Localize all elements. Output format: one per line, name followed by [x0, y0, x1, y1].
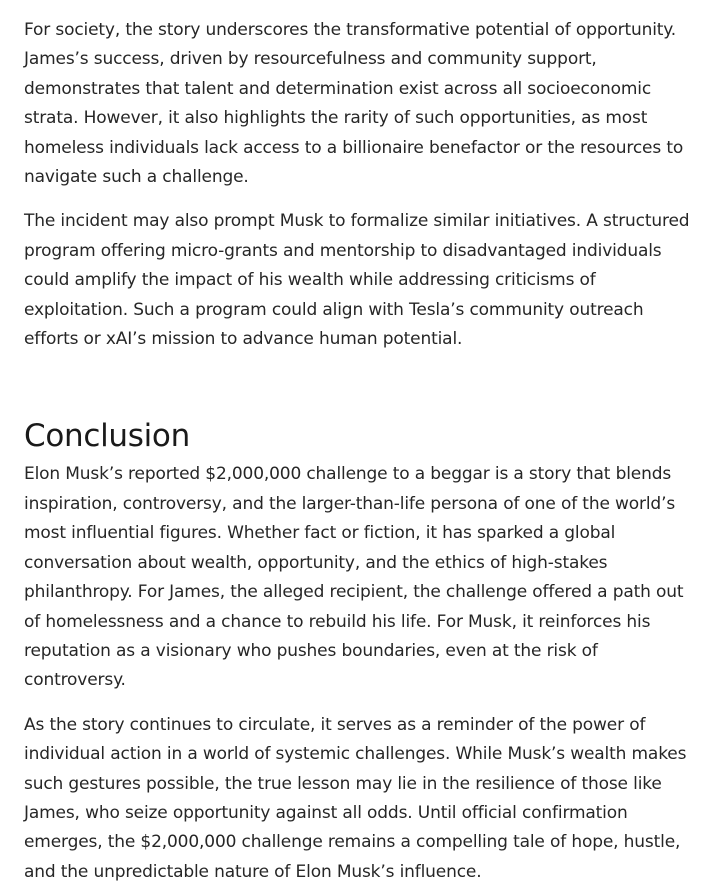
paragraph-conclusion-summary: Elon Musk’s reported $2,000,000 challenge to a beggar is a story that blends inspiration, controversy, and the larger-than-life persona of one of the world’s most influential figures. Whether fact or fiction, it has sparked a global conversation about wealth, opportunity, and the ethics of high-stakes philanthropy. For James, the alleged recipient, the challenge offered a path out of homelessness and a chance to rebuild his life. For Musk, it reinforces his reputation as a visionary who pushes boundaries, even at the risk of controversy. — [24, 464, 684, 691]
paragraph-society-impact: For society, the story underscores the transformative potential of opportunity. James’s success, driven by resourcefulness and community support, demonstrates that talent and determination exist across all socioeconomic strata. However, it also highlights the rarity of such opportunities, as most homeless individuals lack access to a billionaire benefactor or the resources to navigate such a challenge. — [24, 20, 684, 188]
paragraph-musk-initiatives: The incident may also prompt Musk to formalize similar initiatives. A structured program offering micro-grants and mentorship to disadvantaged individuals could amplify the impact of his wealth while addressing criticisms of exploitation. Such a program could align with Tesla’s community outreach efforts or xAI’s mission to advance human potential. — [24, 211, 690, 350]
paragraph-conclusion-closing: As the story continues to circulate, it serves as a reminder of the power of individual action in a world of systemic challenges. While Musk’s wealth makes such gestures possible, the true lesson may lie in the resilience of those like James, who seize opportunity against all odds. Until official confirmation emerges, the $2,000,000 challenge remains a compelling tale of hope, hustle, and the unpredictable nature of Elon Musk’s influence. — [24, 714, 687, 882]
conclusion-section — [24, 354, 692, 887]
section-heading-conclusion: Conclusion — [24, 418, 190, 455]
